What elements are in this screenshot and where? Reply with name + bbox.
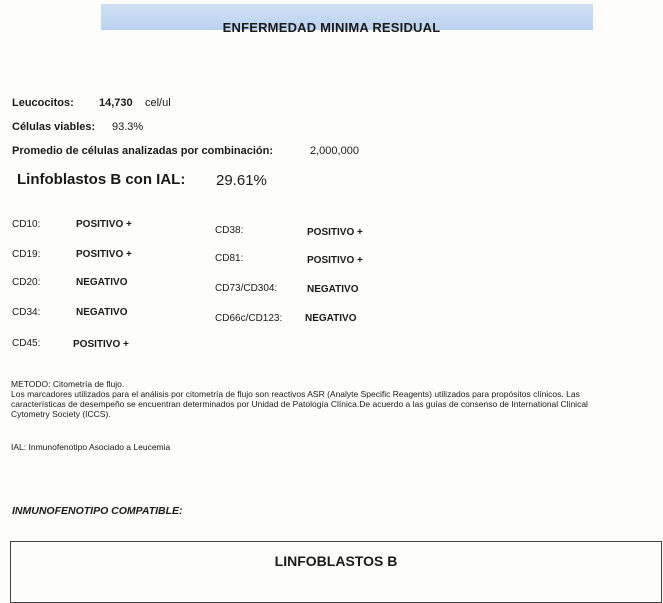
marker-name: CD73/CD304: bbox=[215, 283, 278, 294]
compatible-result-box bbox=[10, 541, 662, 603]
leucocitos-unit: cel/ul bbox=[145, 97, 171, 109]
marker-result: POSITIVO + bbox=[76, 249, 132, 260]
leucocitos-label: Leucocitos: bbox=[12, 97, 74, 109]
method-title: METODO: Citometría de flujo. bbox=[11, 379, 125, 389]
marker-name: CD19: bbox=[12, 249, 41, 260]
marker-result: NEGATIVO bbox=[307, 284, 359, 295]
marker-name: CD66c/CD123: bbox=[215, 313, 283, 324]
linfoblastos-value: 29.61% bbox=[216, 172, 267, 189]
marker-result: NEGATIVO bbox=[76, 277, 128, 288]
marker-name: CD45: bbox=[12, 338, 41, 349]
compatible-heading: INMUNOFENOTIPO COMPATIBLE: bbox=[12, 505, 183, 517]
marker-result: POSITIVO + bbox=[73, 339, 129, 350]
linfoblastos-label: Linfoblastos B con IAL: bbox=[17, 171, 186, 188]
viables-label: Células viables: bbox=[12, 121, 96, 133]
compatible-result: LINFOBLASTOS B bbox=[274, 553, 398, 569]
viables-value: 93.3% bbox=[112, 121, 144, 133]
marker-name: CD34: bbox=[12, 307, 41, 318]
promedio-value: 2,000,000 bbox=[310, 145, 359, 157]
marker-result: POSITIVO + bbox=[76, 219, 132, 230]
marker-result: NEGATIVO bbox=[76, 307, 128, 318]
marker-result: NEGATIVO bbox=[305, 313, 357, 324]
ial-note: IAL: Inmunofenotipo Asociado a Leucemia bbox=[11, 442, 171, 452]
marker-name: CD81: bbox=[215, 253, 244, 264]
promedio-label: Promedio de células analizadas por combinación: bbox=[12, 145, 274, 157]
page-title: ENFERMEDAD MINIMA RESIDUAL bbox=[222, 20, 441, 35]
marker-name: CD20: bbox=[12, 277, 41, 288]
marker-name: CD38: bbox=[215, 225, 244, 236]
marker-result: POSITIVO + bbox=[307, 255, 363, 266]
leucocitos-value: 14,730 bbox=[99, 97, 133, 109]
marker-result: POSITIVO + bbox=[307, 227, 363, 238]
method-description: Los marcadores utilizados para el análisis por citometría de flujo son reactivos ASR (Analyte Specific Reagents) utilizados para propósitos clínicos. Las características de desempeño se encuentran determinados por Unidad de Patología Clínica.De acuerdo a las guías de consenso de International Clinical Cytometry Society (ICCS). bbox=[11, 389, 588, 419]
marker-name: CD10: bbox=[12, 219, 41, 230]
